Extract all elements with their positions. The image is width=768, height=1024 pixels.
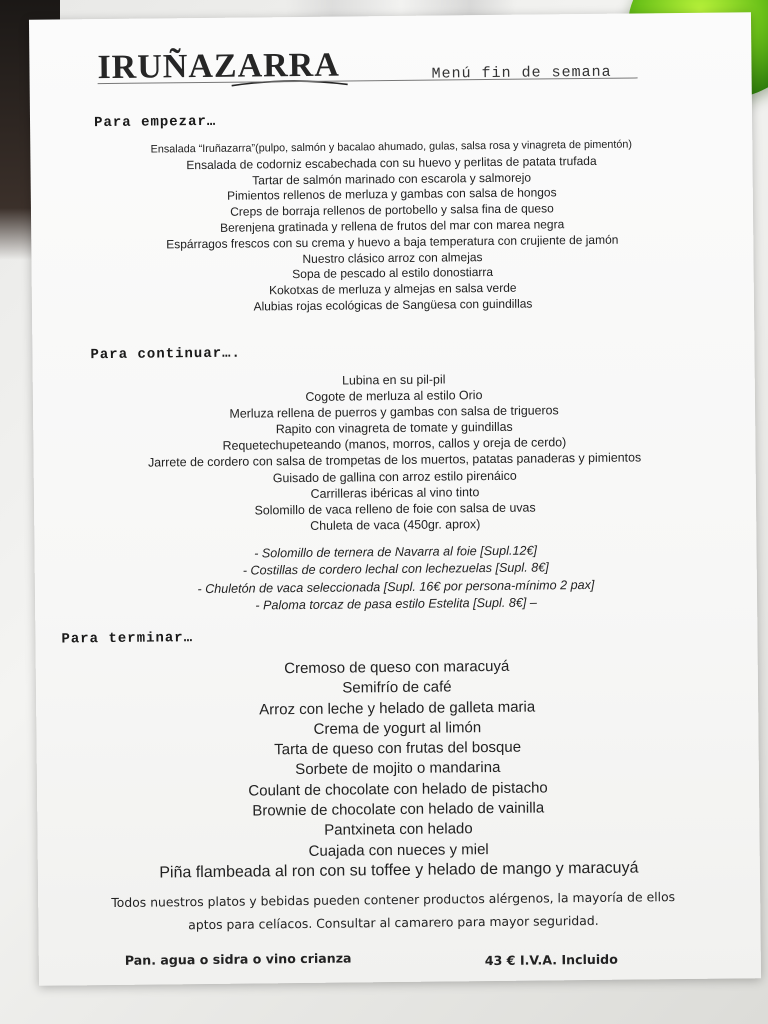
- list-item: Tarta de queso con frutas del bosque: [274, 738, 522, 759]
- list-item: Espárragos frescos con su crema y huevo a baja temperatura con crujiente de jamón: [166, 232, 619, 252]
- list-item: Alubias rojas ecológicas de Sangüesa con guindillas: [253, 296, 533, 314]
- list-item: Brownie de chocolate con helado de vainilla: [252, 799, 545, 820]
- menu-sheet: [29, 12, 761, 986]
- includes-text: Pan. agua o sidra o vino crianza: [124, 950, 352, 968]
- list-item: - Paloma torcaz de pasa estilo Estelita [Supl. 8€] –: [255, 595, 537, 613]
- list-item: Solomillo de vaca relleno de foie con salsa de uvas: [254, 500, 536, 518]
- list-item: Ensalada “Iruñazarra”(pulpo, salmón y bacalao ahumado, gulas, salsa rosa y vinagreta de pimentón): [150, 138, 633, 156]
- list-item: Lubina en su pil-pil: [342, 372, 446, 388]
- list-item: Chuleta de vaca (450gr. aprox): [310, 516, 481, 533]
- list-item: Ensalada de codorniz escabechada con su huevo y perlitas de patata trufada: [186, 153, 597, 172]
- list-item: Tartar de salmón marinado con escarola y salmorejo: [252, 170, 532, 188]
- list-item: Jarrete de cordero con salsa de trompetas de los muertos, patatas panaderas y pimientos: [147, 450, 642, 471]
- notice-line: aptos para celíacos. Consultar al camarero para mayor seguridad.: [188, 912, 599, 933]
- list-item: Sorbete de mojito o mandarina: [295, 759, 501, 779]
- list-item: Kokotxas de merluza y almejas en salsa verde: [269, 280, 517, 298]
- price-text: 43 € I.V.A. Incluido: [484, 951, 618, 969]
- allergen-notice: [68, 885, 718, 938]
- list-item: - Costillas de cordero lechal con lechezuelas [Supl. 8€]: [242, 560, 549, 578]
- list-item: Creps de borraja rellenos de portobello y salsa fina de queso: [230, 201, 554, 219]
- list-item: Sopa de pescado al estilo donostiarra: [292, 265, 494, 282]
- supplements-list: [34, 540, 757, 617]
- list-item: Cuajada con nueces y miel: [308, 840, 489, 860]
- list-item: Cremoso de queso con maracuyá: [284, 657, 510, 678]
- menu-subtitle: Menú fin de semana: [431, 63, 612, 83]
- list-item: Requetechupeteando (manos, morros, callos y oreja de cerdo): [222, 435, 567, 454]
- list-item: Coulant de chocolate con helado de pistacho: [248, 779, 548, 800]
- list-item: - Chuletón de vaca seleccionada [Supl. 16€ por persona-mínimo 2 pax]: [197, 577, 595, 596]
- notice-line: Todos nuestros platos y bebidas pueden contener productos alérgenos, la mayoría de ellos: [111, 889, 676, 910]
- desserts-list: [36, 654, 760, 885]
- list-item: Crema de yogurt al limón: [313, 719, 482, 738]
- list-item: Merluza rellena de puerros y gambas con salsa de trigueros: [229, 403, 559, 421]
- list-item: Rapito con vinagreta de tomate y guindillas: [275, 420, 513, 437]
- mains-list: [33, 368, 757, 536]
- list-item: Semifrío de café: [342, 678, 452, 697]
- restaurant-logo: IRUÑAZARRA: [97, 46, 340, 87]
- list-item: Nuestro clásico arroz con almejas: [302, 249, 483, 266]
- list-item: Guisado de gallina con arroz estilo pirenáico: [272, 468, 517, 485]
- starters-list: [30, 136, 754, 317]
- list-item: - Solomillo de ternera de Navarra al foie [Supl.12€]: [254, 543, 538, 561]
- section-title-starters: Para empezar…: [93, 113, 217, 132]
- list-item: Piña flambeada al ron con su toffee y helado de mango y maracuyá: [159, 859, 639, 882]
- list-item: Arroz con leche y helado de galleta maria: [259, 698, 536, 719]
- section-title-mains: Para continuar….: [90, 345, 241, 364]
- list-item: Carrilleras ibéricas al vino tinto: [310, 484, 480, 501]
- list-item: Berenjena gratinada y rellena de frutos del mar con marea negra: [219, 217, 565, 235]
- list-item: Pimientos rellenos de merluza y gambas con salsa de hongos: [226, 185, 557, 204]
- list-item: Cogote de merluza al estilo Orio: [305, 388, 483, 405]
- section-title-desserts: Para terminar…: [61, 630, 194, 648]
- list-item: Pantxineta con helado: [324, 820, 473, 840]
